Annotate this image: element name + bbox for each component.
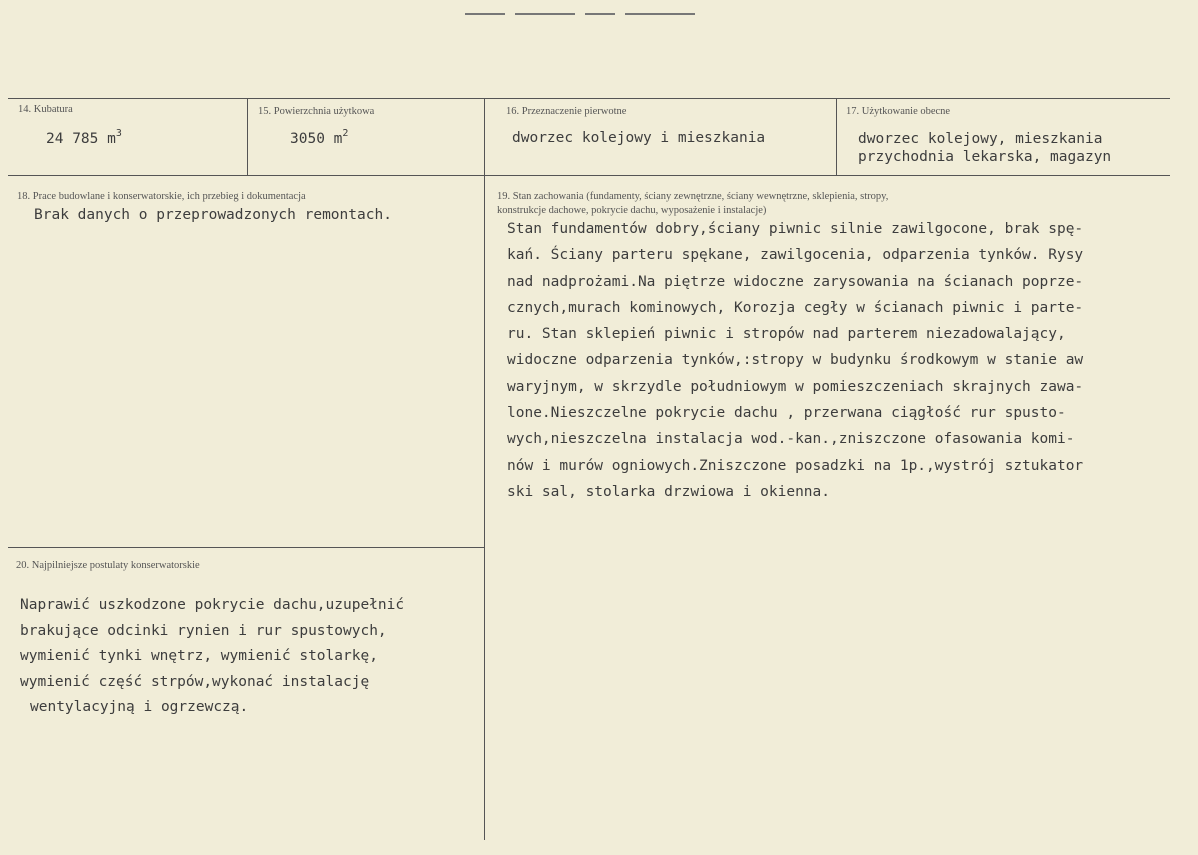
field-14-value: 24 785 $m^3$ (46, 128, 122, 147)
top-edge-marks (465, 0, 765, 3)
field-20-label: 20. Najpilniejsze postulaty konserwatorskie (16, 560, 200, 571)
field-15-label: 15. Powierzchnia użytkowa (258, 106, 375, 117)
field-17-line: dworzec kolejowy, mieszkania (858, 131, 1103, 147)
field-17-value (858, 130, 1111, 166)
field-19-line: cznych,murach kominowych, Korozja cegły w ścianach piwnic i parte- (507, 299, 1084, 316)
field-20-line: Naprawić uszkodzone pokrycie dachu,uzupełnić (20, 597, 405, 613)
field-19-line: nad nadprożami.Na piętrze widoczne zarysowania na ścianach poprze- (507, 273, 1084, 290)
field-18-value: Brak danych o przeprowadzonych remontach. (34, 207, 392, 223)
field-20-value (20, 593, 404, 721)
field-19-line: ski sal, stolarka drzwiowa i okienna. (507, 483, 831, 500)
field-19-line: ru. Stan sklepień piwnic i stropów nad parterem niezadowalający, (507, 326, 1066, 343)
field-18-label: 18. Prace budowlane i konserwatorskie, ich przebieg i dokumentacja (17, 191, 306, 202)
row1-bottom-line (8, 175, 1170, 176)
field-19-line: nów i murów ogniowych.Zniszczone posadzki na 1p.,wystrój sztukator (507, 457, 1084, 474)
top-border-line (8, 98, 1170, 99)
field-19-line: kań. Ściany parteru spękane, zawilgocenia, odparzenia tynków. Rysy (507, 247, 1084, 264)
col-divider-1 (247, 98, 248, 176)
field-20-line: brakujące odcinki rynien i rur spustowych, (20, 622, 387, 639)
field-16-value: dworzec kolejowy i mieszkania (512, 130, 766, 146)
field-19-value (507, 216, 1083, 505)
field-20-line: wentylacyjną i ogrzewczą. (30, 699, 249, 715)
field-16-label: 16. Przeznaczenie pierwotne (506, 106, 627, 117)
col-divider-3 (836, 98, 837, 176)
left-col-divider-line (8, 547, 484, 548)
field-19-label-line-1: 19. Stan zachowania (fundamenty, ściany zewnętrzne, ściany wewnętrzne, sklepienia, stropy, (497, 191, 889, 202)
field-19-line: lone.Nieszczelne pokrycie dachu , przerwana ciągłość rur spusto- (507, 405, 1066, 422)
field-20-line: wymienić tynki wnętrz, wymienić stolarkę, (20, 648, 378, 664)
field-15-value: 3050 $m^2$ (290, 128, 349, 147)
field-19-label-line-2: konstrukcje dachowe, pokrycie dachu, wyposażenie i instalacje) (497, 205, 767, 216)
col-divider-2 (484, 98, 485, 840)
field-19-line: Stan fundamentów dobry,ściany piwnic silnie zawilgocone, brak spę- (507, 221, 1084, 237)
field-20-line: wymienić część strpów,wykonać instalację (20, 673, 370, 690)
field-19-line: widoczne odparzenia tynków,:stropy w budynku środkowym w stanie aw (507, 352, 1084, 369)
field-19-line: wych,nieszczelna instalacja wod.-kan.,zniszczone ofasowania komi- (507, 431, 1075, 448)
field-19-line: waryjnym, w skrzydle południowym w pomieszczeniach skrajnych zawa- (507, 378, 1084, 395)
field-14-label: 14. Kubatura (18, 104, 73, 115)
field-17-label: 17. Użytkowanie obecne (846, 106, 951, 117)
field-17-line: przychodnia lekarska, magazyn (858, 149, 1112, 165)
